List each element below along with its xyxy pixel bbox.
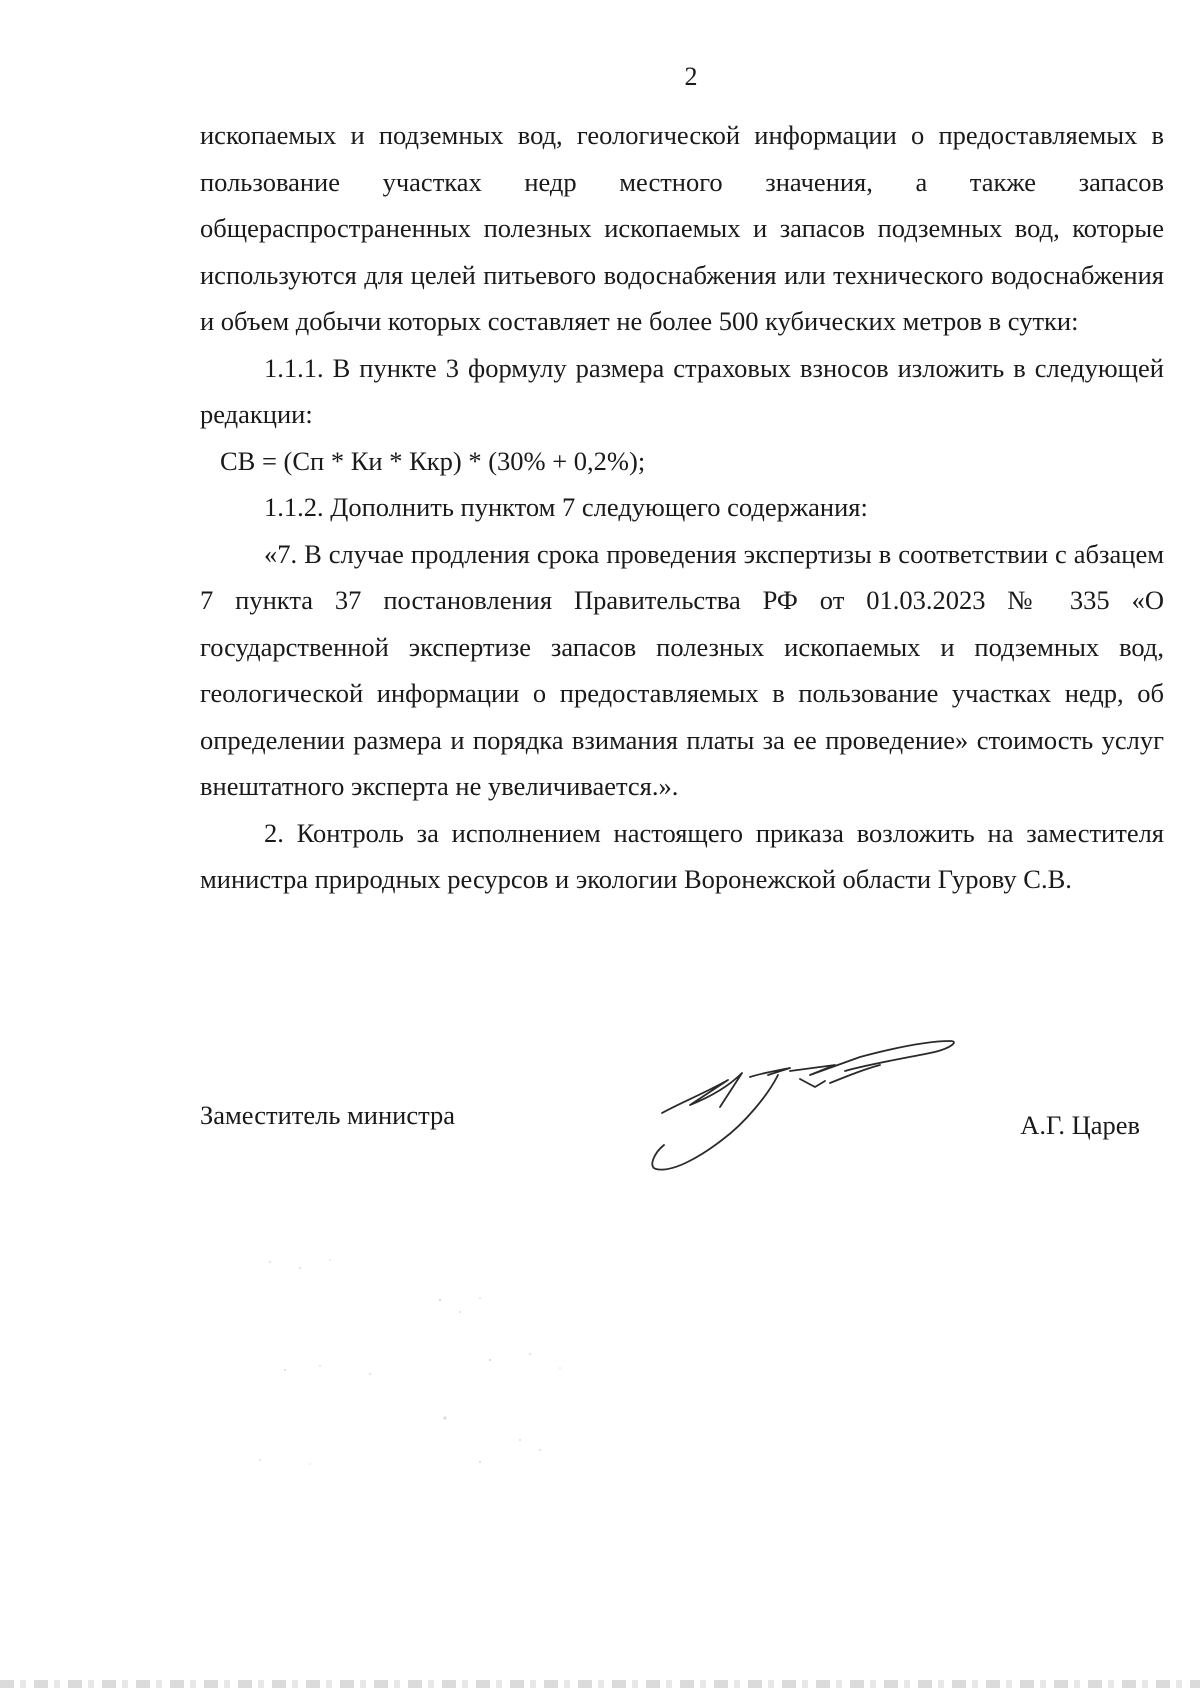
scan-bottom-edge: [0, 1680, 1200, 1688]
document-body: [200, 112, 1164, 903]
page-number: 2: [684, 62, 698, 91]
signatory-name: А.Г. Царев: [1020, 1110, 1140, 1140]
formula: СВ = (Сп * Ки * Ккр) * (30% + 0,2%);: [220, 445, 646, 476]
faded-stamp-residue: [230, 1250, 630, 1480]
paragraph-1-1-2: 1.1.2. Дополнить пунктом 7 следующего содержания:: [264, 492, 868, 522]
handwritten-signature: [650, 1035, 990, 1185]
paragraph-1-1-1: 1.1.1. В пункте 3 формулу размера страховых взносов изложить в следующей редакции:: [200, 352, 1164, 429]
signatory-position: Заместитель министра: [200, 1100, 456, 1130]
paragraph-quote-7: «7. В случае продления срока проведения экспертизы в соответствии с абзацем 7 пункта 37 постановления Правительства РФ от 01.03.2023 № 335 «О государственной экспертизе запасов полезных ископаемых и подземных вод, геологической информации о предоставляемых в пользование участках недр, об определении размера и порядка взимания платы за ее проведение» стоимость услуг внештатного эксперта не увеличивается.».: [200, 538, 1164, 801]
paragraph-2: 2. Контроль за исполнением настоящего приказа возложить на заместителя министра природных ресурсов и экологии Воронежской области Гурову С.В.: [200, 817, 1164, 894]
paragraph-continuation: ископаемых и подземных вод, геологической информации о предоставляемых в пользование участках недр местного значения, а также запасов общераспространенных полезных ископаемых и запасов подземных вод, которые используются для целей питьевого водоснабжения или технического водоснабжения и объем добычи которых составляет не более 500 кубических метров в сутки:: [200, 120, 1164, 336]
